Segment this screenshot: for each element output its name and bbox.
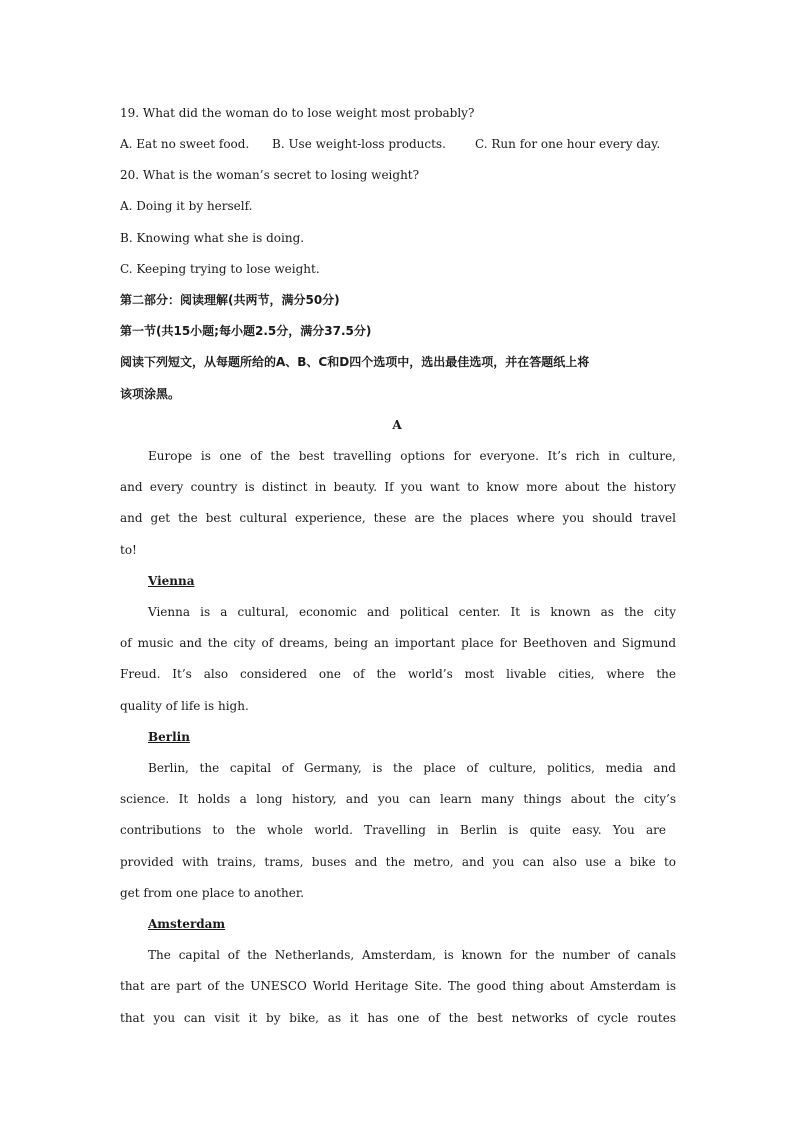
- vienna-line-4: quality of life is high.: [120, 699, 249, 713]
- berlin-line-1: Berlin, the capital of Germany, is the place of culture, politics, media and: [148, 761, 676, 775]
- amsterdam-line-2: that are part of the UNESCO World Heritage Site. The good thing about Amsterdam is: [120, 979, 676, 993]
- berlin-line-2: science. It holds a long history, and you can learn many things about the city’s: [120, 792, 676, 806]
- heading-berlin: Berlin: [148, 730, 190, 744]
- option-19b: B. Use weight-loss products.: [272, 137, 446, 151]
- instruction-line-1: 阅读下列短文，从每题所给的A、B、C和D四个选项中，选出最佳选项，并在答题纸上将: [120, 355, 590, 369]
- vienna-line-3: Freud. It’s also considered one of the world’s most livable cities, where the: [120, 667, 676, 681]
- heading-vienna: Vienna: [148, 574, 195, 588]
- berlin-line-5: get from one place to another.: [120, 886, 305, 900]
- question-20: 20. What is the woman’s secret to losing weight?: [120, 168, 420, 182]
- intro-line-1: Europe is one of the best travelling options for everyone. It’s rich in culture,: [148, 449, 676, 463]
- amsterdam-line-3: that you can visit it by bike, as it has one of the best networks of cycle routes: [120, 1011, 676, 1025]
- section-part2-title: 第二部分：阅读理解(共两节，满分50分): [120, 293, 340, 307]
- amsterdam-line-1: The capital of the Netherlands, Amsterdam, is known for the number of canals: [148, 948, 676, 962]
- intro-line-3: and get the best cultural experience, these are the places where you should travel: [120, 511, 676, 525]
- section-part2-sec1-title: 第一节(共15小题;每小题2.5分，满分37.5分): [120, 324, 372, 338]
- intro-line-4: to!: [120, 543, 137, 557]
- vienna-line-1: Vienna is a cultural, economic and political center. It is known as the city: [148, 605, 676, 619]
- passage-label: A: [392, 418, 402, 432]
- heading-amsterdam: Amsterdam: [148, 917, 226, 931]
- vienna-line-2: of music and the city of dreams, being an important place for Beethoven and Sigmund: [120, 636, 676, 650]
- option-19a: A. Eat no sweet food.: [120, 137, 250, 151]
- berlin-line-4: provided with trains, trams, buses and the metro, and you can also use a bike to: [120, 855, 676, 869]
- question-19-options: [120, 136, 676, 152]
- question-19: 19. What did the woman do to lose weight most probably?: [120, 106, 475, 120]
- berlin-line-3: contributions to the whole world. Travelling in Berlin is quite easy. You are: [120, 823, 666, 837]
- intro-line-2: and every country is distinct in beauty. If you want to know more about the history: [120, 480, 676, 494]
- option-20b: B. Knowing what she is doing.: [120, 231, 305, 245]
- option-19c: C. Run for one hour every day.: [475, 137, 661, 151]
- option-20a: A. Doing it by herself.: [120, 199, 253, 213]
- option-20c: C. Keeping trying to lose weight.: [120, 262, 320, 276]
- instruction-line-2: 该项涂黑。: [120, 387, 181, 401]
